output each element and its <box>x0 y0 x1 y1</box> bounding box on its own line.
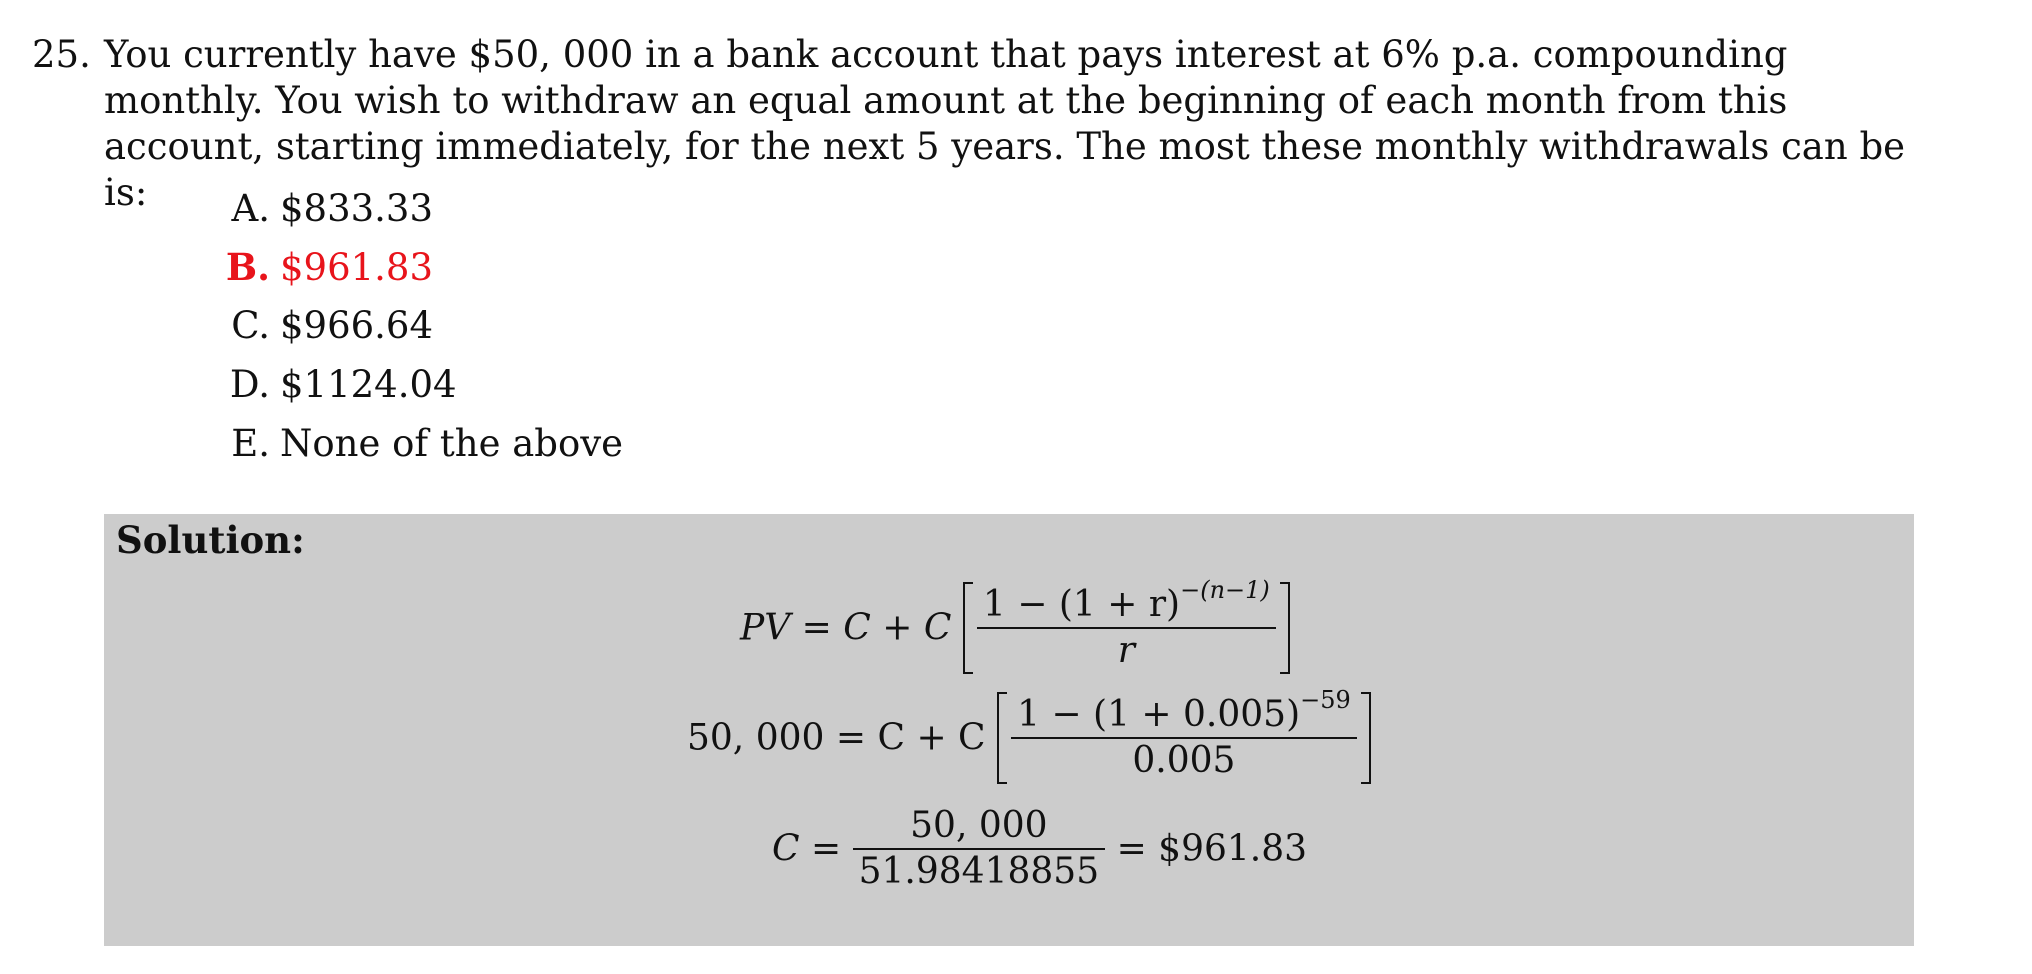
eq3-numerator: 50, 000 <box>853 804 1106 850</box>
eq3-fraction <box>853 804 1106 894</box>
eq1-lhs: PV = C + C <box>740 607 952 649</box>
option-text: $966.64 <box>280 304 434 347</box>
eq3-denominator: 51.98418855 <box>858 851 1100 892</box>
option-letter: A. <box>231 187 270 230</box>
eq2-denominator: 0.005 <box>1132 740 1236 781</box>
eq2-numerator: 1 − (1 + 0.005) <box>1017 694 1301 735</box>
eq3-lhs: C = <box>772 828 842 870</box>
option-letter: B. <box>225 245 270 289</box>
option-letter: E. <box>231 422 270 465</box>
option-a <box>210 186 433 232</box>
option-c <box>210 303 433 349</box>
equation-result <box>772 804 1307 894</box>
option-letter: C. <box>231 304 270 347</box>
option-d <box>210 362 457 408</box>
left-bracket <box>997 692 1007 784</box>
eq1-fraction <box>977 576 1276 673</box>
eq2-fraction <box>1011 686 1357 783</box>
option-e <box>210 421 623 467</box>
option-text: $833.33 <box>280 187 434 230</box>
left-bracket <box>963 582 973 674</box>
eq3-result: = $961.83 <box>1116 828 1308 870</box>
option-b-correct <box>210 244 433 291</box>
eq2-lhs: 50, 000 = C + C <box>687 717 986 759</box>
option-text: $961.83 <box>280 246 434 289</box>
eq1-exponent: −(n−1) <box>1180 576 1270 604</box>
option-text: None of the above <box>280 422 624 465</box>
right-bracket <box>1280 582 1290 674</box>
solution-box <box>104 514 1914 946</box>
solution-label: Solution: <box>116 518 305 562</box>
question-number: 25. <box>32 33 91 76</box>
eq1-denominator: r <box>1117 630 1135 671</box>
option-letter: D. <box>229 363 270 406</box>
right-bracket <box>1361 692 1371 784</box>
question-text: You currently have $50, 000 in a bank account that pays interest at 6% p.a. compounding monthly. You wish to withdraw an equal amount at the beginning of each month from this account, starting immediately, for the next 5 years. The most these monthly withdrawals can be is: <box>104 33 1906 214</box>
equation-substituted <box>687 686 1371 784</box>
equation-pv-formula <box>740 576 1290 674</box>
eq1-numerator: 1 − (1 + r) <box>982 584 1181 625</box>
eq2-exponent: −59 <box>1300 686 1351 714</box>
option-text: $1124.04 <box>280 363 457 406</box>
